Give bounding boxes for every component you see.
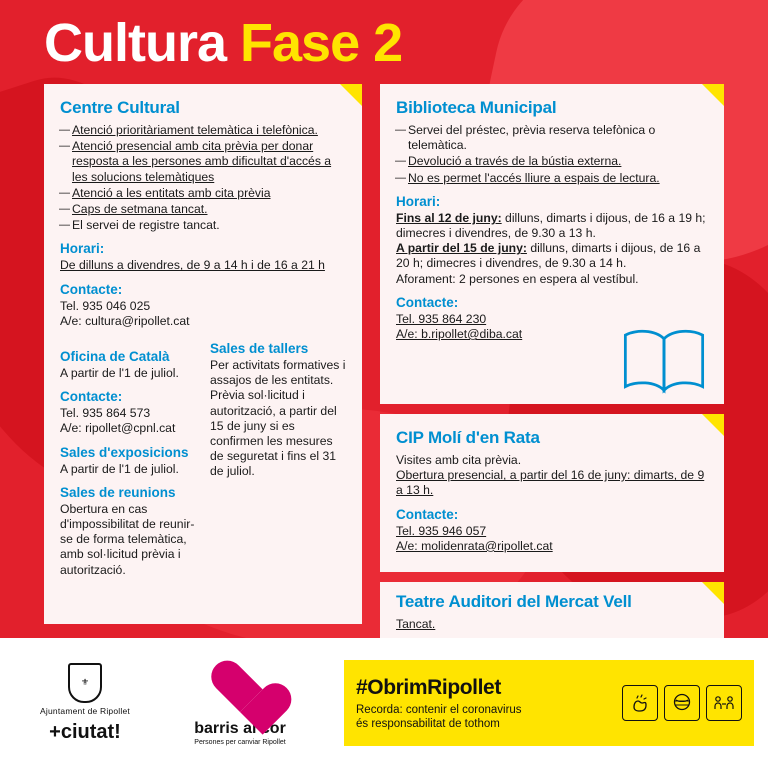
cip-email: A/e: molidenrata@ripollet.cat [396,538,553,553]
cip-tel: Tel. 935 946 057 [396,523,487,538]
list-item: — Atenció a les entitats amb cita prèvia [60,186,346,201]
centre-cultural-tel: Tel. 935 046 025 [60,298,151,313]
sales-tallers-title: Sales de tallers [210,341,309,357]
wash-hands-icon [622,685,658,721]
oficina-catala-email: A/e: ripollet@cpnl.cat [60,421,176,436]
campaign-banner [344,660,754,746]
list-item: — Caps de setmana tancat. [60,202,346,217]
biblioteca-contacte-label: Contacte: [396,294,459,310]
list-item: — El servei de registre tancat. [60,218,346,233]
ajuntament-caption: Ajuntament de Ripollet [40,705,130,716]
biblioteca-title: Biblioteca Municipal [396,98,557,117]
shield-icon: ⚜ [68,663,102,703]
centre-cultural-bullets [60,123,346,233]
ajuntament-slogan: +ciutat! [49,720,121,743]
biblioteca-email: A/e: b.ripollet@diba.cat [396,327,523,342]
title-primary: Cultura [44,13,226,73]
oficina-catala-title: Oficina de Català [60,349,170,365]
sales-tallers-text: Per activitats formatives i assajos de les entitats. Prèvia sol·licitud i autorització, a partir del 15 de juny si es confirmen les mesures de seguretat i fins el 31 de juliol. [210,358,346,479]
cip-line1: Visites amb cita prèvia. [396,453,522,467]
title-secondary: Fase 2 [240,13,403,73]
biblioteca-horari-label: Horari: [396,193,441,209]
list-item: — No es permet l'accés lliure a espais de lectura. [396,171,708,186]
campaign-message-line1: Recorda: contenir el coronavirus [356,703,522,716]
list-item: — Atenció prioritàriament telemàtica i telefònica. [60,123,346,138]
oficina-catala-tel: Tel. 935 864 573 [60,406,151,421]
footer [0,638,768,768]
campaign-hashtag: #ObrimRipollet [356,675,501,699]
panel-cip-moli-den-rata [380,414,724,572]
biblioteca-tel: Tel. 935 864 230 [396,311,487,326]
panel-teatre-auditori [380,582,724,642]
social-distance-icon [706,685,742,721]
oficina-catala-text: A partir de l'1 de juliol. [60,366,179,381]
sales-reunions-title: Sales de reunions [60,484,176,500]
centre-cultural-horari-label: Horari: [60,241,105,257]
heart-icon [209,660,271,716]
ajuntament-logo [0,663,160,744]
panel-biblioteca [380,84,724,404]
campaign-message-line2: és responsabilitat de tothom [356,717,500,730]
centre-cultural-title: Centre Cultural [60,98,180,117]
teatre-status: Tancat. [396,617,436,631]
centre-cultural-horari: De dilluns a divendres, de 9 a 14 h i de 16 a 21 h [60,258,325,273]
sales-reunions-text: Obertura en cas d'impossibilitat de reunir-se de forma telemàtica, amb sol·licitud prèvia i autorització. [60,501,195,577]
centre-cultural-contacte-label: Contacte: [60,281,123,297]
list-item: — Servei del préstec, prèvia reserva telefònica o telemàtica. [396,123,708,153]
list-item: — Devolució a través de la bústia externa. [396,154,708,169]
page-title [0,0,768,88]
barris-al-cor-logo [160,660,320,746]
biblioteca-horari-2: A partir del 15 de juny: dilluns, dimarts i dijous, de 16 a 20 h; dimecres i divendres, de 9.30 a 14 h. [396,241,701,271]
cip-line2: Obertura presencial, a partir del 16 de juny: dimarts, de 9 a 13 h. [396,468,705,498]
oficina-catala-contacte-label: Contacte: [60,389,123,405]
face-mask-icon [664,685,700,721]
list-item: — Atenció presencial amb cita prèvia per donar resposta a les persones amb dificultat d'accés a les solucions telemàtiques [60,139,346,185]
cip-contacte-label: Contacte: [396,506,459,522]
teatre-title: Teatre Auditori del Mercat Vell [396,592,632,611]
biblioteca-bullets [396,123,708,186]
cip-title: CIP Molí d'en Rata [396,428,540,447]
sales-exposicions-title: Sales d'exposicions [60,444,189,460]
biblioteca-horari-1: Fins al 12 de juny: dilluns, dimarts i dijous, de 16 a 19 h; dimecres i divendres, de 9.30 a 13 h. [396,210,706,241]
biblioteca-aforament: Aforament: 2 persones en espera al vestíbul. [396,271,639,286]
centre-cultural-email: A/e: cultura@ripollet.cat [60,313,190,328]
panel-centre-cultural [44,84,362,624]
sales-exposicions-text: A partir de l'1 de juliol. [60,461,179,476]
barris-title: barris al cor [194,720,286,737]
barris-subtitle: Persones per canviar Ripollet [194,739,286,746]
